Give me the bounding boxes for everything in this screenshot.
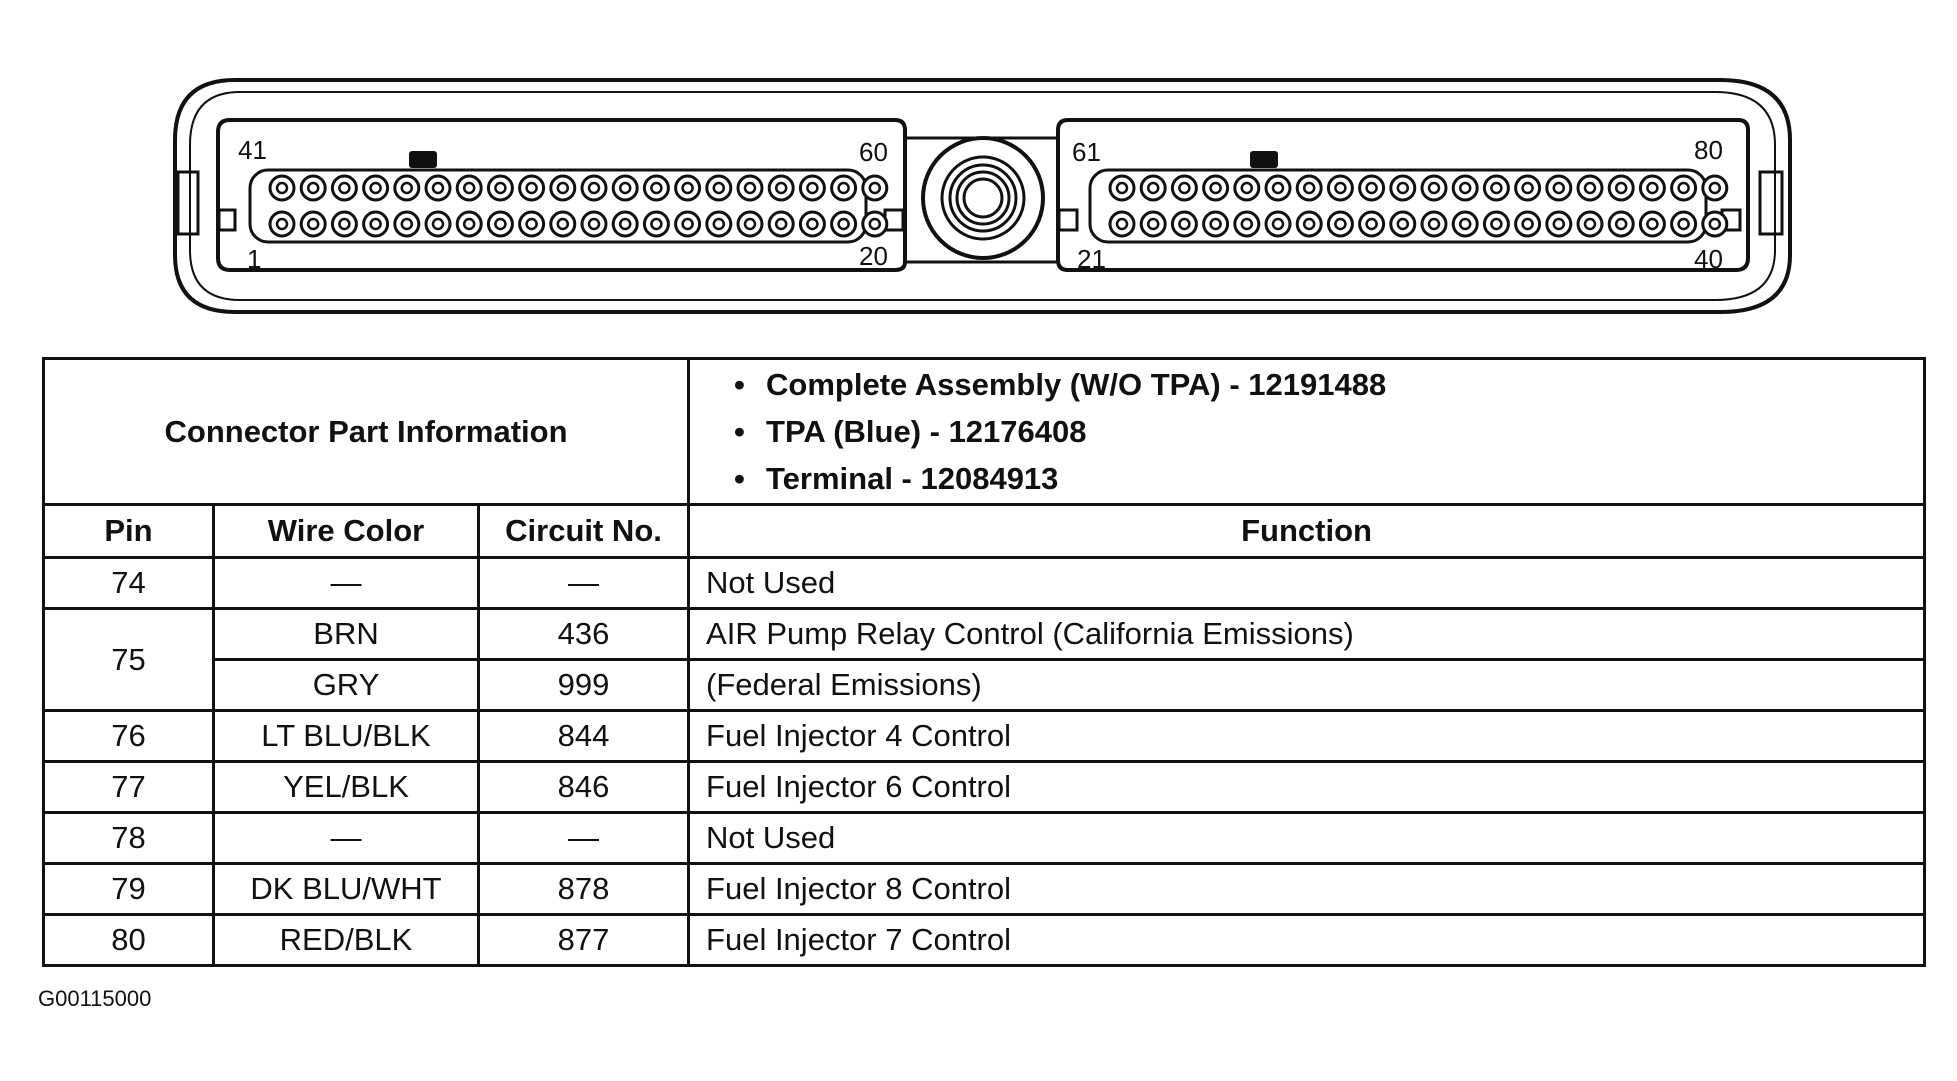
pin-hole-icon [488, 176, 512, 200]
pin-hole-icon [1640, 176, 1664, 200]
function-cell: Not Used [689, 558, 1925, 609]
pin-hole-icon [332, 212, 356, 236]
pin-label-1: 1 [247, 244, 262, 274]
pin-hole-icon [1266, 212, 1290, 236]
pin-hole-icon [551, 176, 575, 200]
table-row [44, 762, 1925, 813]
pin-hole-icon [1297, 212, 1321, 236]
pin-hole-icon [644, 176, 668, 200]
pin-hole-icon [1453, 212, 1477, 236]
wire-color-cell: GRY [214, 660, 479, 711]
pin-hole-icon [364, 212, 388, 236]
right-tab-a [1059, 210, 1077, 230]
pin-hole-icon [582, 176, 606, 200]
table-row [44, 813, 1925, 864]
pin-hole-icon [863, 212, 887, 236]
pin-hole-icon [613, 176, 637, 200]
pin-hole-icon [551, 212, 575, 236]
circuit-cell: 846 [479, 762, 689, 813]
side-latch-right [1760, 172, 1782, 234]
connector-part-info-list [689, 359, 1925, 505]
pin-hole-icon [395, 176, 419, 200]
pin-label-20: 20 [859, 241, 888, 271]
pin-hole-icon [457, 212, 481, 236]
pin-hole-icon [1328, 212, 1352, 236]
pin-hole-icon [1672, 176, 1696, 200]
pin-hole-icon [1297, 176, 1321, 200]
pin-hole-icon [1172, 212, 1196, 236]
pin-hole-icon [676, 212, 700, 236]
pin-hole-icon [1609, 176, 1633, 200]
pin-hole-icon [738, 176, 762, 200]
info-item-text: Complete Assembly (W/O TPA) - 12191488 [766, 367, 1387, 402]
pin-cell: 80 [44, 915, 214, 966]
pin-hole-icon [832, 212, 856, 236]
pin-hole-icon [1422, 176, 1446, 200]
pin-label-40: 40 [1694, 244, 1723, 274]
pin-hole-icon [426, 212, 450, 236]
bullet-icon: • [734, 414, 745, 449]
pin-hole-icon [1422, 212, 1446, 236]
pin-hole-icon [1172, 176, 1196, 200]
pin-hole-icon [769, 212, 793, 236]
column-header-wire-color: Wire Color [214, 505, 479, 558]
pin-cell: 74 [44, 558, 214, 609]
circuit-cell: 844 [479, 711, 689, 762]
function-cell: Fuel Injector 4 Control [689, 711, 1925, 762]
bullet-icon: • [734, 367, 745, 402]
pin-hole-icon [707, 212, 731, 236]
pin-hole-icon [1266, 176, 1290, 200]
pin-hole-icon [520, 176, 544, 200]
function-cell: Not Used [689, 813, 1925, 864]
table-row [44, 660, 1925, 711]
pin-hole-icon [1110, 176, 1134, 200]
left-key [409, 151, 437, 168]
center-bolt-icon [905, 138, 1058, 262]
column-header-function: Function [689, 505, 1925, 558]
pin-hole-icon [1328, 176, 1352, 200]
pin-hole-icon [395, 212, 419, 236]
side-latch-left [178, 172, 198, 234]
wire-color-cell: DK BLU/WHT [214, 864, 479, 915]
pin-hole-icon [1547, 176, 1571, 200]
pin-cell: 78 [44, 813, 214, 864]
info-item-text: TPA (Blue) - 12176408 [766, 414, 1087, 449]
pin-hole-icon [301, 176, 325, 200]
pin-hole-icon [1110, 212, 1134, 236]
pin-hole-icon [426, 176, 450, 200]
column-header-circuit: Circuit No. [479, 505, 689, 558]
table-row [44, 864, 1925, 915]
pin-hole-icon [800, 176, 824, 200]
pin-hole-icon [1640, 212, 1664, 236]
pin-hole-icon [1141, 176, 1165, 200]
pin-hole-icon [520, 212, 544, 236]
connector-part-info-label: Connector Part Information [44, 359, 689, 505]
pin-hole-icon [1703, 176, 1727, 200]
pin-hole-icon [1484, 176, 1508, 200]
info-item [734, 408, 1923, 455]
pin-hole-icon [613, 212, 637, 236]
info-item-text: Terminal - 12084913 [766, 461, 1059, 496]
column-header-pin: Pin [44, 505, 214, 558]
pin-hole-icon [457, 176, 481, 200]
wire-color-cell: BRN [214, 609, 479, 660]
wire-color-cell: RED/BLK [214, 915, 479, 966]
function-cell: Fuel Injector 6 Control [689, 762, 1925, 813]
pin-hole-icon [769, 176, 793, 200]
right-key [1250, 151, 1278, 168]
pin-label-41: 41 [238, 135, 267, 165]
function-cell: Fuel Injector 8 Control [689, 864, 1925, 915]
pin-hole-icon [488, 212, 512, 236]
pin-label-80: 80 [1694, 135, 1723, 165]
pin-cell: 76 [44, 711, 214, 762]
circuit-cell: 878 [479, 864, 689, 915]
function-cell: Fuel Injector 7 Control [689, 915, 1925, 966]
table-row [44, 915, 1925, 966]
pin-label-61: 61 [1072, 137, 1101, 167]
pin-hole-icon [1484, 212, 1508, 236]
pin-hole-icon [1141, 212, 1165, 236]
table-row [44, 558, 1925, 609]
pin-label-60: 60 [859, 137, 888, 167]
info-item [734, 361, 1923, 408]
pin-hole-icon [738, 212, 762, 236]
pin-hole-icon [676, 176, 700, 200]
pin-hole-icon [1578, 176, 1602, 200]
circuit-cell: — [479, 558, 689, 609]
pin-hole-icon [1609, 212, 1633, 236]
pin-hole-icon [364, 176, 388, 200]
function-cell: (Federal Emissions) [689, 660, 1925, 711]
connector-diagram [0, 0, 1957, 340]
circuit-cell: 436 [479, 609, 689, 660]
pin-hole-icon [1391, 176, 1415, 200]
pin-label-21: 21 [1077, 244, 1106, 274]
pin-hole-icon [863, 176, 887, 200]
pin-hole-icon [1204, 212, 1228, 236]
pin-hole-icon [582, 212, 606, 236]
table-row [44, 609, 1925, 660]
circuit-cell: — [479, 813, 689, 864]
pin-hole-icon [1516, 212, 1540, 236]
wire-color-cell: — [214, 813, 479, 864]
pin-hole-icon [1235, 212, 1259, 236]
pin-hole-icon [301, 212, 325, 236]
header-row [44, 505, 1925, 558]
pin-hole-icon [1235, 176, 1259, 200]
wire-color-cell: YEL/BLK [214, 762, 479, 813]
wire-color-cell: LT BLU/BLK [214, 711, 479, 762]
pin-cell: 77 [44, 762, 214, 813]
pin-hole-icon [1204, 176, 1228, 200]
table-row [44, 711, 1925, 762]
pin-hole-icon [1703, 212, 1727, 236]
connector-pinout-table [42, 357, 1926, 967]
info-item [734, 455, 1923, 502]
pin-hole-icon [270, 212, 294, 236]
pin-hole-icon [1516, 176, 1540, 200]
circuit-cell: 877 [479, 915, 689, 966]
pin-hole-icon [1360, 176, 1384, 200]
info-row [44, 359, 1925, 505]
wire-color-cell: — [214, 558, 479, 609]
function-cell: AIR Pump Relay Control (California Emissions) [689, 609, 1925, 660]
pin-hole-icon [707, 176, 731, 200]
pin-cell: 75 [44, 609, 214, 711]
circuit-cell: 999 [479, 660, 689, 711]
pin-hole-icon [1391, 212, 1415, 236]
pin-hole-icon [270, 176, 294, 200]
pin-hole-icon [832, 176, 856, 200]
pin-hole-icon [1360, 212, 1384, 236]
pin-hole-icon [800, 212, 824, 236]
pin-hole-icon [644, 212, 668, 236]
left-tab-a [219, 210, 235, 230]
bullet-icon: • [734, 461, 745, 496]
pin-hole-icon [332, 176, 356, 200]
figure-code: G00115000 [38, 986, 152, 1011]
pin-hole-icon [1547, 212, 1571, 236]
pin-hole-icon [1672, 212, 1696, 236]
pin-hole-icon [1578, 212, 1602, 236]
pin-cell: 79 [44, 864, 214, 915]
pin-hole-icon [1453, 176, 1477, 200]
